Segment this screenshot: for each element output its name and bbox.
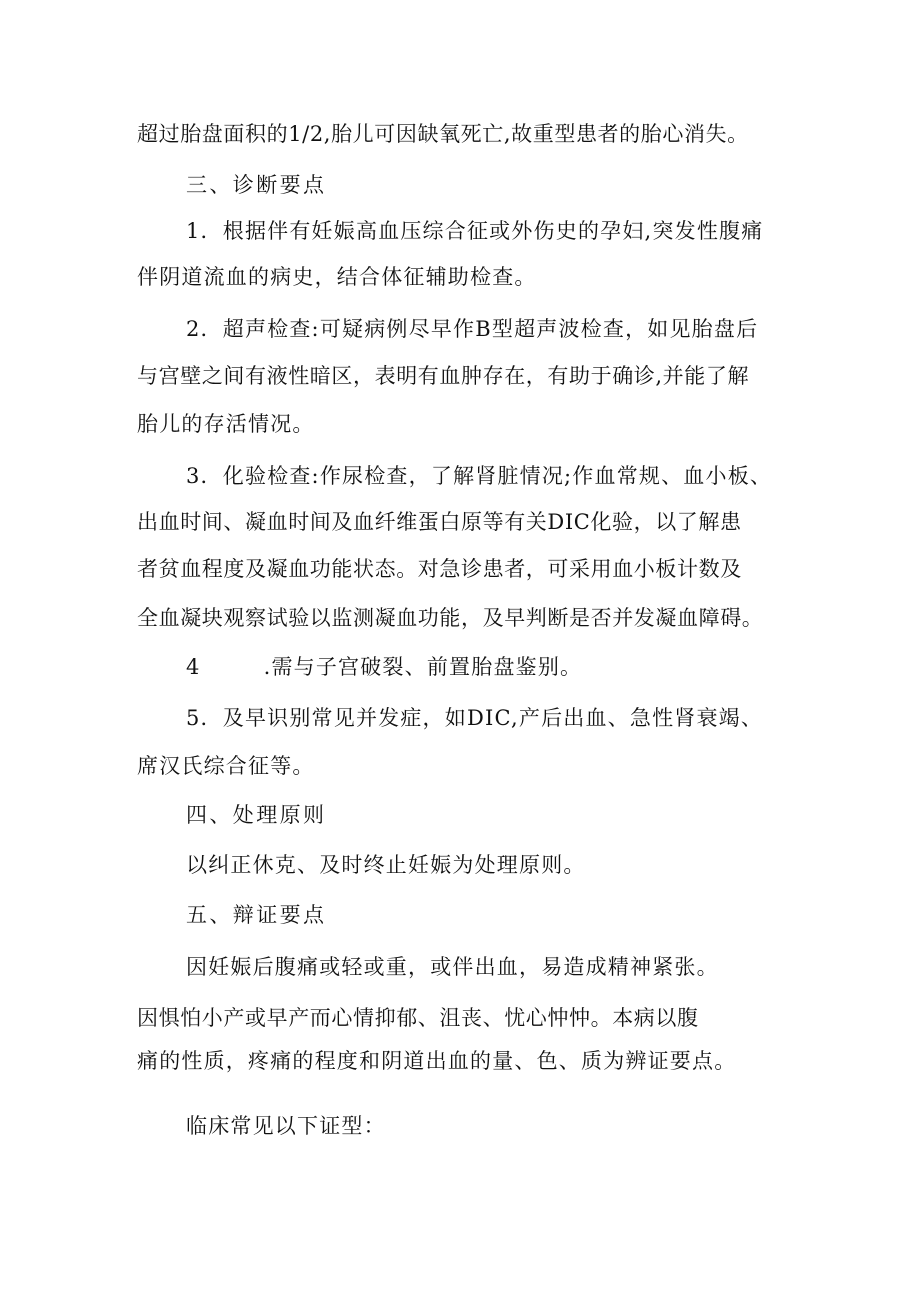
- paragraph-line: 与宫壁之间有液性暗区，表明有血肿存在，有助于确诊,并能了解: [137, 364, 750, 388]
- paragraph-line: 者贫血程度及凝血功能状态。对急诊患者，可采用血小板计数及: [137, 557, 742, 581]
- paragraph-line: 因妊娠后腹痛或轻或重，或伴出血，易造成精神紧张。: [186, 955, 719, 979]
- paragraph-line: 5．及早识别常见并发症，如DIC,产后出血、急性肾衰竭、: [186, 706, 764, 730]
- paragraph-line: 胎儿的存活情况。: [137, 412, 315, 436]
- paragraph-line: 4 .需与子宫破裂、前置胎盘鉴别。: [186, 655, 583, 679]
- paragraph-line: 以纠正休克、及时终止妊娠为处理原则。: [186, 853, 586, 877]
- paragraph-line: 出血时间、凝血时间及血纤维蛋白原等有关DIC化验，以了解患: [137, 510, 742, 534]
- paragraph-line: 临床常见以下证型：: [186, 1114, 386, 1138]
- paragraph-line: 1．根据伴有妊娠高血压综合征或外伤史的孕妇,突发性腹痛: [186, 219, 764, 243]
- paragraph-line: 全血凝块观察试验以监测凝血功能，及早判断是否并发凝血障碍。: [137, 606, 764, 630]
- paragraph-line: 痛的性质，疼痛的程度和阴道出血的量、色、质为辨证要点。: [137, 1049, 737, 1073]
- paragraph-line: 3．化验检查:作尿检查，了解肾脏情况;作血常规、血小板、: [186, 464, 773, 488]
- paragraph-line: 席汉氏综合征等。: [137, 754, 315, 778]
- paragraph-line: 2．超声检查:可疑病例尽早作B型超声波检查，如见胎盘后: [186, 317, 759, 341]
- paragraph-line: 超过胎盘面积的1/2,胎儿可因缺氧死亡,故重型患者的胎心消失。: [137, 122, 749, 146]
- section-heading-differentiation: 五、辩证要点: [186, 903, 327, 927]
- section-heading-diagnosis: 三、诊断要点: [186, 173, 327, 197]
- paragraph-line: 因惧怕小产或早产而心情抑郁、沮丧、忧心忡忡。本病以腹: [137, 1006, 699, 1030]
- section-heading-treatment: 四、处理原则: [186, 803, 327, 827]
- paragraph-line: 伴阴道流血的病史，结合体征辅助检查。: [137, 265, 537, 289]
